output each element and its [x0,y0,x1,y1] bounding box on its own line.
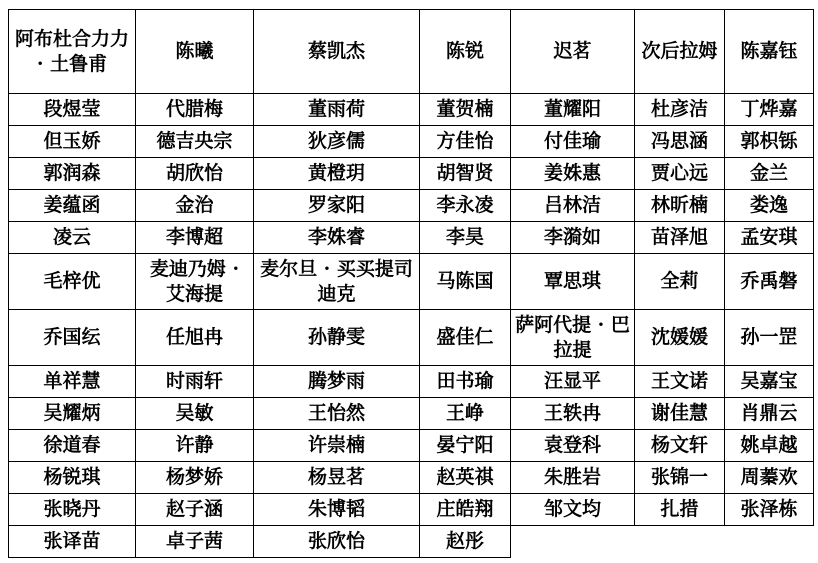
name-cell: 郭枳铄 [725,126,814,158]
table-row [9,190,814,222]
table-row [9,462,814,494]
name-cell: 吴嘉宝 [725,366,814,398]
name-cell: 黄橙玥 [254,158,420,190]
name-cell: 杨梦娇 [136,462,254,494]
name-cell: 沈媛媛 [635,310,725,366]
name-cell: 杜彦洁 [635,94,725,126]
name-cell: 邹文均 [511,494,635,526]
name-cell: 冯思涵 [635,126,725,158]
name-cell: 许静 [136,430,254,462]
name-cell: 董耀阳 [511,94,635,126]
roster-body [9,94,814,558]
name-cell: 张晓丹 [9,494,136,526]
table-row [9,222,814,254]
name-cell: 吴敏 [136,398,254,430]
name-cell: 李漪如 [511,222,635,254]
name-cell: 萨阿代提 · 巴拉提 [511,310,635,366]
name-cell: 贾心远 [635,158,725,190]
name-cell: 金兰 [725,158,814,190]
name-cell: 代腊梅 [136,94,254,126]
name-cell: 马陈国 [420,254,511,310]
name-cell: 德吉央宗 [136,126,254,158]
name-cell: 吕林洁 [511,190,635,222]
name-cell: 李永凌 [420,190,511,222]
name-cell: 徐道春 [9,430,136,462]
name-cell: 孙静雯 [254,310,420,366]
name-cell: 姚卓越 [725,430,814,462]
column-header: 陈嘉钰 [725,10,814,94]
name-cell: 许崇楠 [254,430,420,462]
column-header: 陈曦 [136,10,254,94]
name-cell: 腾梦雨 [254,366,420,398]
name-cell: 付佳瑜 [511,126,635,158]
table-row [9,526,814,558]
column-header: 次后拉姆 [635,10,725,94]
name-cell: 杨昱茗 [254,462,420,494]
name-cell: 庄皓翔 [420,494,511,526]
name-cell: 盛佳仁 [420,310,511,366]
table-row [9,94,814,126]
table-row [9,430,814,462]
table-row [9,126,814,158]
name-cell: 朱博韬 [254,494,420,526]
name-cell: 张泽栋 [725,494,814,526]
name-cell: 单祥慧 [9,366,136,398]
name-cell: 时雨轩 [136,366,254,398]
name-cell: 林昕楠 [635,190,725,222]
name-cell: 任旭冉 [136,310,254,366]
table-row [9,158,814,190]
column-header: 蔡凯杰 [254,10,420,94]
name-cell: 周蓁欢 [725,462,814,494]
name-cell: 麦迪乃姆 · 艾海提 [136,254,254,310]
name-cell: 袁登科 [511,430,635,462]
name-cell: 董贺楠 [420,94,511,126]
name-cell: 狄彦儒 [254,126,420,158]
name-cell: 金治 [136,190,254,222]
column-header: 陈锐 [420,10,511,94]
name-cell: 汪显平 [511,366,635,398]
name-cell: 朱胜岩 [511,462,635,494]
name-cell: 卓子茜 [136,526,254,558]
table-row [9,310,814,366]
name-cell: 段煜莹 [9,94,136,126]
name-cell: 孙一罡 [725,310,814,366]
table-row [9,366,814,398]
name-cell: 全莉 [635,254,725,310]
name-cell: 杨锐琪 [9,462,136,494]
empty-cell [635,526,725,558]
name-cell: 李昊 [420,222,511,254]
table-row [9,494,814,526]
name-cell: 姜姝惠 [511,158,635,190]
name-cell: 谢佳慧 [635,398,725,430]
name-cell: 凌云 [9,222,136,254]
name-cell: 孟安琪 [725,222,814,254]
name-cell: 但玉娇 [9,126,136,158]
name-cell: 杨文轩 [635,430,725,462]
name-cell: 胡智贤 [420,158,511,190]
name-cell: 王文诺 [635,366,725,398]
name-cell: 吴耀炳 [9,398,136,430]
name-cell: 王峥 [420,398,511,430]
name-cell: 晏宁阳 [420,430,511,462]
name-cell: 丁烨嘉 [725,94,814,126]
name-cell: 麦尔旦 · 买买提司迪克 [254,254,420,310]
name-cell: 娄逸 [725,190,814,222]
name-cell: 田书瑜 [420,366,511,398]
name-cell: 胡欣怡 [136,158,254,190]
name-cell: 苗泽旭 [635,222,725,254]
table-row [9,398,814,430]
name-cell: 张译苗 [9,526,136,558]
name-cell: 张欣怡 [254,526,420,558]
column-header: 阿布杜合力力 · 土鲁甫 [9,10,136,94]
header-row [9,10,814,94]
name-cell: 王轶冉 [511,398,635,430]
name-cell: 毛梓优 [9,254,136,310]
column-header: 迟茗 [511,10,635,94]
student-roster-table [8,9,814,558]
name-cell: 覃思琪 [511,254,635,310]
empty-cell [511,526,635,558]
name-cell: 赵英祺 [420,462,511,494]
name-cell: 乔国纭 [9,310,136,366]
name-cell: 方佳怡 [420,126,511,158]
name-cell: 肖鼎云 [725,398,814,430]
name-cell: 董雨荷 [254,94,420,126]
name-cell: 姜蕴函 [9,190,136,222]
name-cell: 乔禹磐 [725,254,814,310]
table-row [9,254,814,310]
name-cell: 罗家阳 [254,190,420,222]
name-cell: 李姝睿 [254,222,420,254]
name-cell: 张锦一 [635,462,725,494]
name-cell: 赵子涵 [136,494,254,526]
name-cell: 王怡然 [254,398,420,430]
name-cell: 郭润森 [9,158,136,190]
name-cell: 扎措 [635,494,725,526]
name-cell: 赵彤 [420,526,511,558]
empty-cell [725,526,814,558]
name-cell: 李博超 [136,222,254,254]
